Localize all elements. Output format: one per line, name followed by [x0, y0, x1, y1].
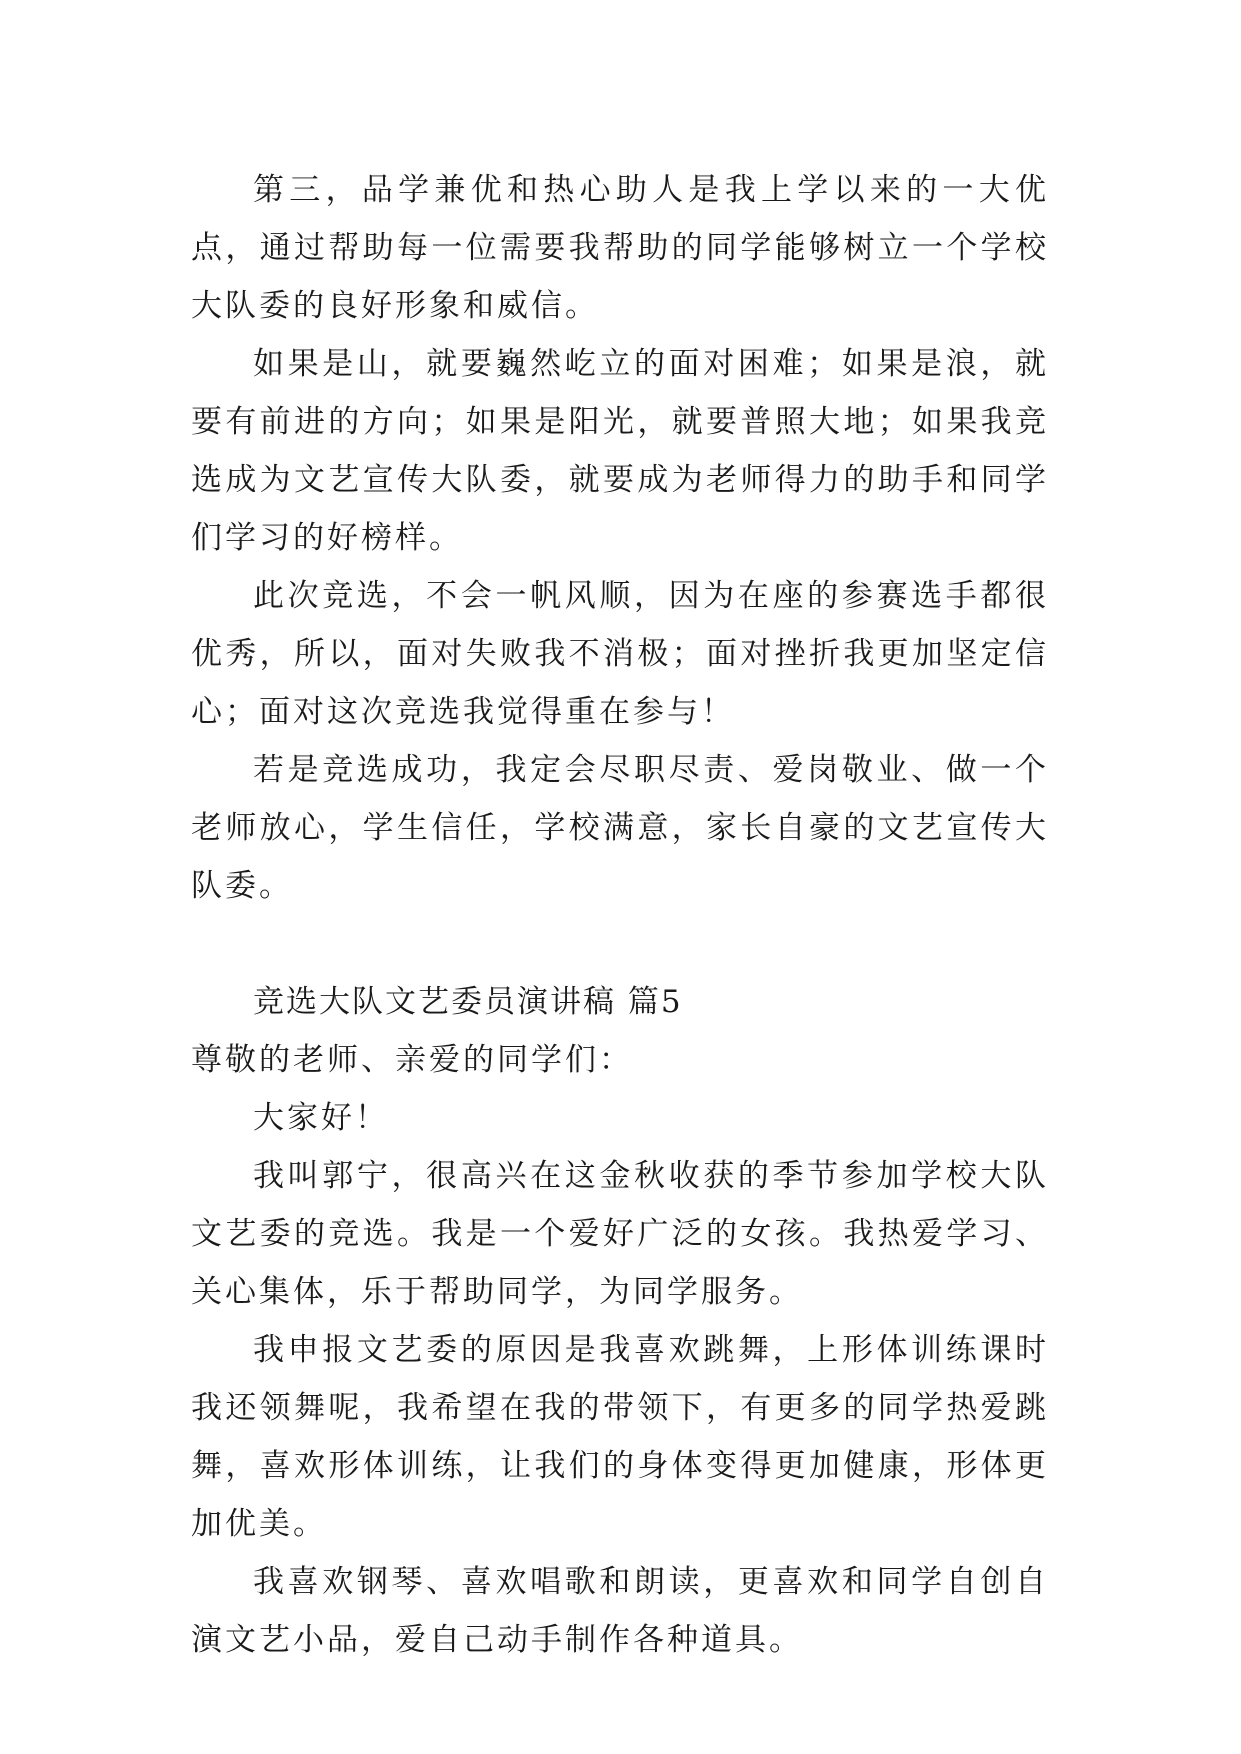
paragraph: 第三，品学兼优和热心助人是我上学以来的一大优点，通过帮助每一位需要我帮助的同学能够树立一个学校大队委的良好形象和威信。 [191, 172, 1049, 324]
paragraph: 我叫郭宁，很高兴在这金秋收获的季节参加学校大队文艺委的竞选。我是一个爱好广泛的女孩。我热爱学习、关心集体，乐于帮助同学，为同学服务。 [191, 1158, 1049, 1310]
paragraph: 若是竞选成功，我定会尽职尽责、爱岗敬业、做一个老师放心，学生信任，学校满意，家长自豪的文艺宣传大队委。 [191, 752, 1049, 904]
document-body [191, 161, 1049, 1669]
paragraph: 此次竞选，不会一帆风顺，因为在座的参赛选手都很优秀，所以，面对失败我不消极；面对挫折我更加坚定信心；面对这次竞选我觉得重在参与！ [191, 578, 1049, 730]
paragraph: 我申报文艺委的原因是我喜欢跳舞，上形体训练课时我还领舞呢，我希望在我的带领下，有更多的同学热爱跳舞，喜欢形体训练，让我们的身体变得更加健康，形体更加优美。 [191, 1332, 1049, 1542]
section-title: 竞选大队文艺委员演讲稿 篇5 [253, 984, 683, 1020]
section-spacer [191, 915, 1049, 973]
greeting: 大家好！ [253, 1100, 389, 1136]
paragraph: 如果是山，就要巍然屹立的面对困难；如果是浪，就要有前进的方向；如果是阳光，就要普照大地；如果我竞选成为文艺宣传大队委，就要成为老师得力的助手和同学们学习的好榜样。 [191, 346, 1049, 556]
paragraph: 我喜欢钢琴、喜欢唱歌和朗读，更喜欢和同学自创自演文艺小品，爱自己动手制作各种道具。 [191, 1564, 1049, 1658]
salutation: 尊敬的老师、亲爱的同学们： [191, 1042, 633, 1078]
